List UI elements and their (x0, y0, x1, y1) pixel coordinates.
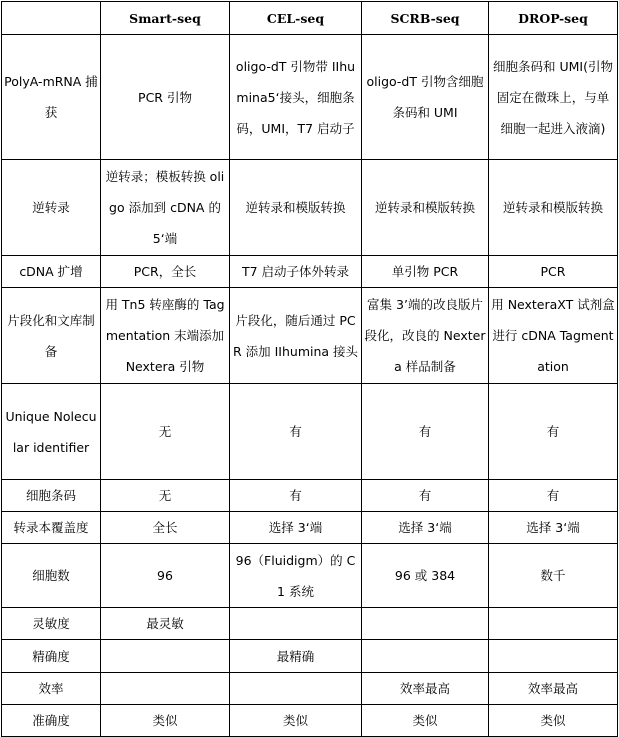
table-cell: 细胞条码和 UMI(引物固定在微珠上，与单细胞一起进入液滴) (489, 35, 618, 160)
table-cell: 效率最高 (489, 673, 618, 705)
header-row (2, 2, 618, 35)
table-cell: 用 NexteraXT 试剂盒进行 cDNA Tagmentation (489, 288, 618, 384)
table-cell: 全长 (101, 512, 230, 544)
table-cell: 选择 3‘端 (230, 512, 362, 544)
row-label: 效率 (2, 673, 101, 705)
table-cell: 有 (489, 384, 618, 480)
row-label: 准确度 (2, 705, 101, 737)
row-label: PolyA-mRNA 捕获 (2, 35, 101, 160)
table-row (2, 673, 618, 705)
header-cell-drop-seq: DROP-seq (489, 2, 618, 35)
table-row (2, 640, 618, 673)
table-cell: 有 (362, 480, 489, 512)
table-cell: 最灵敏 (101, 608, 230, 640)
table-row (2, 480, 618, 512)
table-cell: 选择 3‘端 (489, 512, 618, 544)
row-label: Unique Nolecular identifier (2, 384, 101, 480)
table-cell: 无 (101, 384, 230, 480)
table-cell: 逆转录；模板转换 oligo 添加到 cDNA 的 5‘端 (101, 160, 230, 256)
table-cell: PCR (489, 256, 618, 288)
table-cell: 类似 (362, 705, 489, 737)
table-row (2, 705, 618, 737)
table-cell: 96 (101, 544, 230, 608)
table-row (2, 512, 618, 544)
table-cell: 无 (101, 480, 230, 512)
row-label: 逆转录 (2, 160, 101, 256)
table-cell: 片段化，随后通过 PCR 添加 IIhumina 接头 (230, 288, 362, 384)
row-label: 细胞条码 (2, 480, 101, 512)
table-cell (489, 640, 618, 673)
table-row (2, 160, 618, 256)
table-cell: 96（Fluidigm）的 C1 系统 (230, 544, 362, 608)
table-cell: 类似 (489, 705, 618, 737)
row-label: 精确度 (2, 640, 101, 673)
table-cell: PCR 引物 (101, 35, 230, 160)
table-cell: 最精确 (230, 640, 362, 673)
table-cell (362, 640, 489, 673)
document-page (0, 1, 619, 735)
table-row (2, 288, 618, 384)
table-cell: 96 或 384 (362, 544, 489, 608)
table-cell (101, 640, 230, 673)
table-cell: 逆转录和模版转换 (362, 160, 489, 256)
header-cell-smart-seq: Smart-seq (101, 2, 230, 35)
table-row (2, 608, 618, 640)
table-cell: 类似 (230, 705, 362, 737)
row-label: 转录本覆盖度 (2, 512, 101, 544)
table-cell: 逆转录和模版转换 (489, 160, 618, 256)
table-cell: 有 (230, 480, 362, 512)
table-row (2, 256, 618, 288)
table-cell: 富集 3’端的改良版片段化，改良的 Nextera 样品制备 (362, 288, 489, 384)
table-cell: T7 启动子体外转录 (230, 256, 362, 288)
table-cell: 有 (489, 480, 618, 512)
row-label: 片段化和文库制备 (2, 288, 101, 384)
row-label: 细胞数 (2, 544, 101, 608)
table-cell: 数千 (489, 544, 618, 608)
table-cell: PCR，全长 (101, 256, 230, 288)
header-cell-empty (2, 2, 101, 35)
table-row (2, 384, 618, 480)
table-cell (101, 673, 230, 705)
header-cell-cel-seq: CEL-seq (230, 2, 362, 35)
row-label: 灵敏度 (2, 608, 101, 640)
table-row (2, 544, 618, 608)
table-cell: oligo-dT 引物带 IIhumina5‘接头，细胞条码，UMI，T7 启动子 (230, 35, 362, 160)
table-cell (230, 608, 362, 640)
table-cell: 效率最高 (362, 673, 489, 705)
table-cell: 单引物 PCR (362, 256, 489, 288)
table-cell: 有 (230, 384, 362, 480)
table-cell: 有 (362, 384, 489, 480)
table-row (2, 35, 618, 160)
table-cell: 类似 (101, 705, 230, 737)
table-cell: 逆转录和模版转换 (230, 160, 362, 256)
comparison-table (1, 1, 618, 737)
table-cell: 用 Tn5 转座酶的 Tagmentation 末端添加 Nextera 引物 (101, 288, 230, 384)
table-cell (362, 608, 489, 640)
header-cell-scrb-seq: SCRB-seq (362, 2, 489, 35)
table-cell (230, 673, 362, 705)
table-cell: 选择 3‘端 (362, 512, 489, 544)
row-label: cDNA 扩增 (2, 256, 101, 288)
table-cell (489, 608, 618, 640)
table-cell: oligo-dT 引物含细胞条码和 UMI (362, 35, 489, 160)
